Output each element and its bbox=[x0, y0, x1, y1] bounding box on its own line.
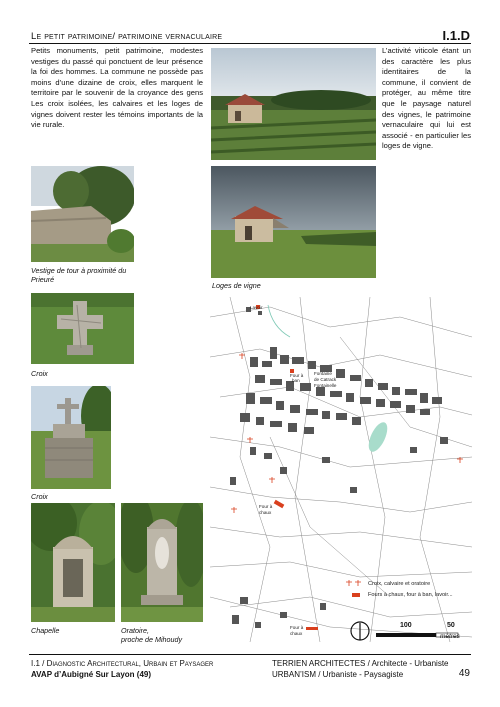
caption-tower: Vestige de tour à proximité du Prieuré bbox=[31, 266, 127, 284]
label-four-ban-1: Four à bbox=[290, 373, 304, 378]
label-fontaine-2: de Catrack bbox=[314, 377, 337, 382]
scale-label-100: 100 bbox=[400, 622, 412, 629]
intro-text-left: Petits monuments, petit patrimoine, modestes vestiges du passé qui ponctuent de leur présence la foi des hommes. La commune ne possède pas moins d’une dizaine de croix, elles marquent le territoire par le souvenir de la croyance des gens Les croix isolées, les calvaires et les loges de vignes doivent rester les témoins importants de la vie rurale. bbox=[31, 46, 203, 130]
scale-unit: mètres bbox=[440, 633, 460, 640]
photo-croix-pedestal bbox=[31, 386, 111, 489]
label-four-chaux-a-2: chaux bbox=[259, 510, 272, 515]
caption-loges: Loges de vigne bbox=[212, 281, 261, 290]
photo-vineyard-loge bbox=[211, 48, 376, 160]
caption-oratoire-line1: Oratoire, bbox=[121, 626, 149, 635]
label-four-chaux-b-1: Four à bbox=[290, 625, 304, 630]
footer-project: AVAP d’Aubigné Sur Layon (49) bbox=[31, 670, 152, 679]
photo-chapelle bbox=[31, 503, 115, 622]
photo-oratoire bbox=[121, 503, 203, 622]
intro-text-right: L’activité viticole étant un des caractère les plus identitaires de la commune, il convient de protéger, au même titre que le paysage naturel des vignes, le patrimoine vernaculaire qui lui est associé - en particulier les loges de vigne. bbox=[382, 46, 471, 151]
label-four-chaux-a-1: Four à bbox=[259, 504, 273, 509]
footer-author-1: TERRIEN ARCHITECTES / Architecte - Urbaniste bbox=[272, 659, 449, 668]
photo-tower-vestige bbox=[31, 166, 134, 262]
heritage-map bbox=[210, 297, 472, 642]
header-divider bbox=[29, 43, 471, 44]
label-fontaine-1: Fontaine bbox=[314, 371, 332, 376]
photo-loges-de-vigne bbox=[211, 166, 376, 278]
caption-chapelle: Chapelle bbox=[31, 626, 60, 635]
footer-section: I.1 / Diagnostic Architectural, Urbain et Paysager bbox=[31, 659, 214, 668]
label-four-chaux-b-2: chaux bbox=[290, 631, 303, 636]
legend-croix: Croix, calvaire et oratoire bbox=[368, 581, 431, 587]
caption-croix-2: Croix bbox=[31, 492, 48, 501]
photo-croix-stone bbox=[31, 293, 134, 364]
page-title: Le petit patrimoine/ patrimoine vernaculaire bbox=[31, 31, 223, 42]
caption-croix-1: Croix bbox=[31, 369, 48, 378]
legend-fours: Fours à chaux, four à ban, lavoir... bbox=[368, 592, 453, 598]
label-fontaine-3: Fontainelle bbox=[314, 383, 337, 388]
page-number: 49 bbox=[458, 668, 470, 679]
label-lavoir: Lavoir bbox=[250, 305, 263, 310]
scale-label-50: 50 bbox=[447, 622, 455, 629]
caption-oratoire-line2: proche de Mihoudy bbox=[121, 635, 183, 644]
footer-divider bbox=[29, 654, 471, 655]
map-drawing bbox=[210, 297, 472, 642]
section-code: I.1.D bbox=[442, 28, 470, 43]
footer-author-2: URBAN’ISM / Urbaniste - Paysagiste bbox=[272, 670, 404, 679]
label-four-ban-2: ban bbox=[292, 378, 300, 383]
